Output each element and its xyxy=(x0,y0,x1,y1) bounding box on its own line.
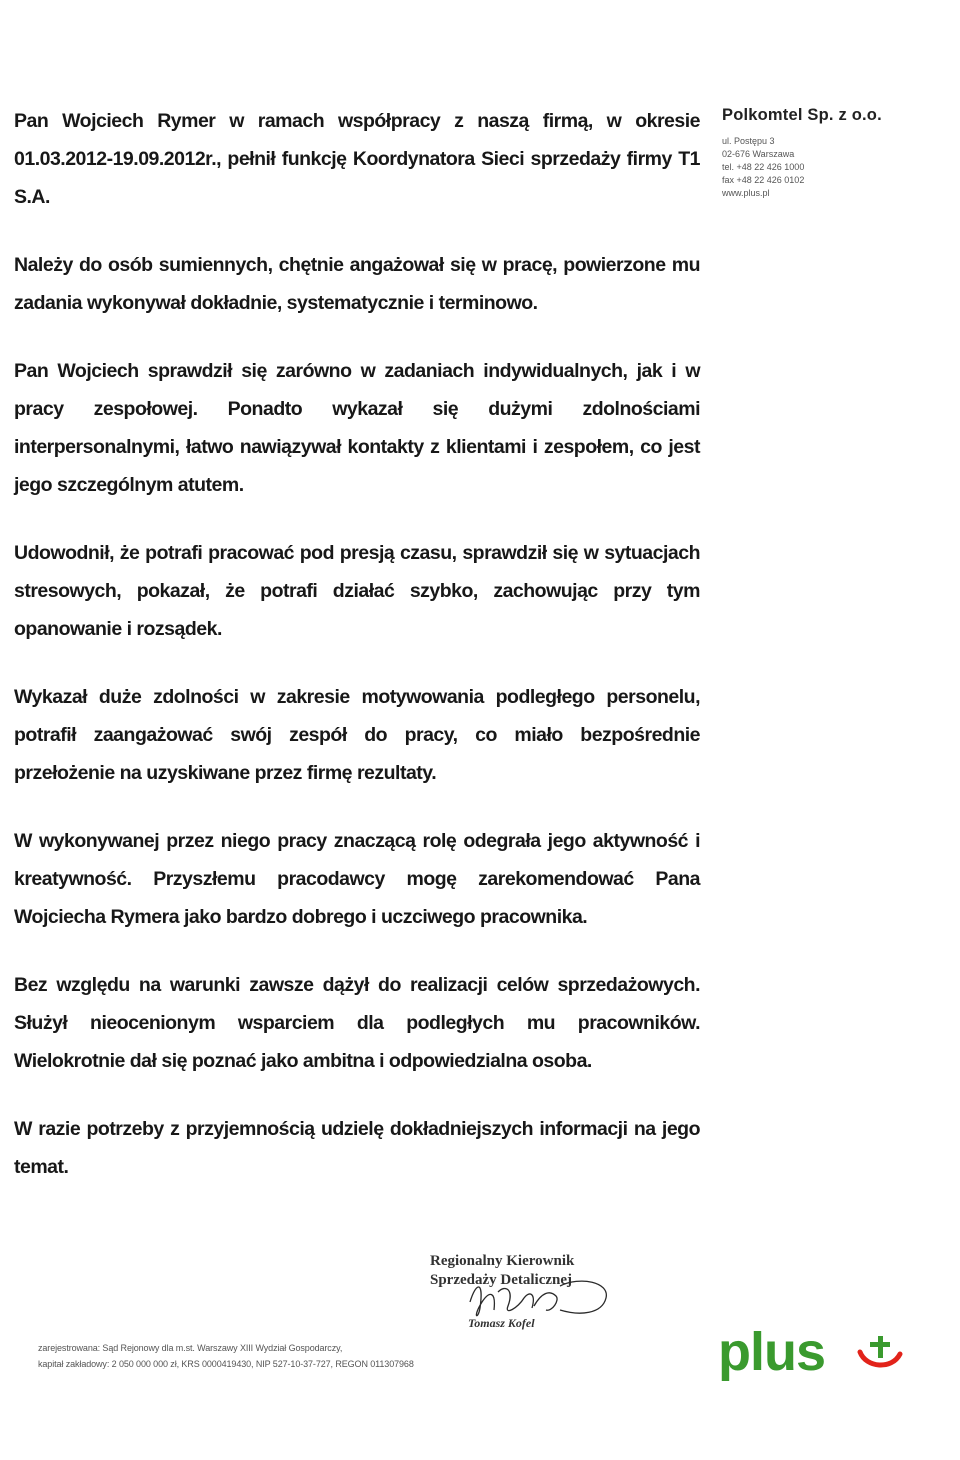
signature-title-line-2: Sprzedaży Detalicznej xyxy=(430,1272,573,1288)
paragraph-8: W razie potrzeby z przyjemnością udzielę dokładniejszych informacji na jego temat. xyxy=(14,1118,700,1178)
paragraph-2: Należy do osób sumiennych, chętnie angażował się w pracę, powierzone mu zadania wykonywał dokładnie, systematycznie i terminowo. xyxy=(14,254,700,314)
signature-block xyxy=(410,1252,620,1332)
paragraph-5: Wykazał duże zdolności w zakresie motywowania podległego personelu, potrafił zaangażować swój zespół do pracy, co miało bezpośrednie przełożenie na uzyskiwane przez firmę rezultaty. xyxy=(14,686,700,784)
company-city: 02-676 Warszawa xyxy=(722,149,795,159)
signature-name: Tomasz Kofel xyxy=(468,1316,535,1330)
paragraph-6: W wykonywanej przez niego pracy znaczącą rolę odegrała jego aktywność i kreatywność. Przyszłemu pracodawcy mogę zarekomendować Pana Wojciecha Rymera jako bardzo dobrego i uczciwego pracownika. xyxy=(14,830,700,928)
paragraph-4: Udowodnił, że potrafi pracować pod presją czasu, sprawdził się w sytuacjach stresowych, pokazał, że potrafi działać szybko, zachowując przy tym opanowanie i rozsądek. xyxy=(14,542,700,640)
registry-line-1: zarejestrowana: Sąd Rejonowy dla m.st. Warszawy XIII Wydział Gospodarczy, xyxy=(38,1343,343,1353)
company-header xyxy=(722,106,942,200)
company-name: Polkomtel Sp. z o.o. xyxy=(722,106,882,124)
plus-logo-text: plus xyxy=(718,1322,826,1382)
plus-logo xyxy=(718,1322,918,1392)
company-street: ul. Postępu 3 xyxy=(722,136,775,146)
paragraph-3: Pan Wojciech sprawdził się zarówno w zadaniach indywidualnych, jak i w pracy zespołowej. Ponadto wykazał się dużymi zdolnościami interpersonalnymi, łatwo nawiązywał kontakty z klientami i zespołem, co jest jego szczególnym atutem. xyxy=(14,360,700,496)
signature-title-line-1: Regionalny Kierownik xyxy=(430,1253,575,1269)
company-phone: tel. +48 22 426 1000 xyxy=(722,162,805,172)
letter-body xyxy=(14,102,700,1216)
plus-logo-mark-icon xyxy=(854,1334,906,1374)
registry-line-2: kapitał zakładowy: 2 050 000 000 zł, KRS 0000419430, NIP 527-10-37-727, REGON 011307968 xyxy=(38,1359,414,1369)
company-website: www.plus.pl xyxy=(722,188,770,198)
paragraph-1: Pan Wojciech Rymer w ramach współpracy z naszą firmą, w okresie 01.03.2012-19.09.2012r., pełnił funkcję Koordynatora Sieci sprzedaży firmy T1 S.A. xyxy=(14,110,700,208)
registry-footer xyxy=(38,1340,598,1372)
paragraph-7: Bez względu na warunki zawsze dążył do realizacji celów sprzedażowych. Służył nieocenionym wsparciem dla podległych mu pracowników. Wielokrotnie dał się poznać jako ambitna i odpowiedzialna osoba. xyxy=(14,974,700,1072)
company-fax: fax +48 22 426 0102 xyxy=(722,175,805,185)
